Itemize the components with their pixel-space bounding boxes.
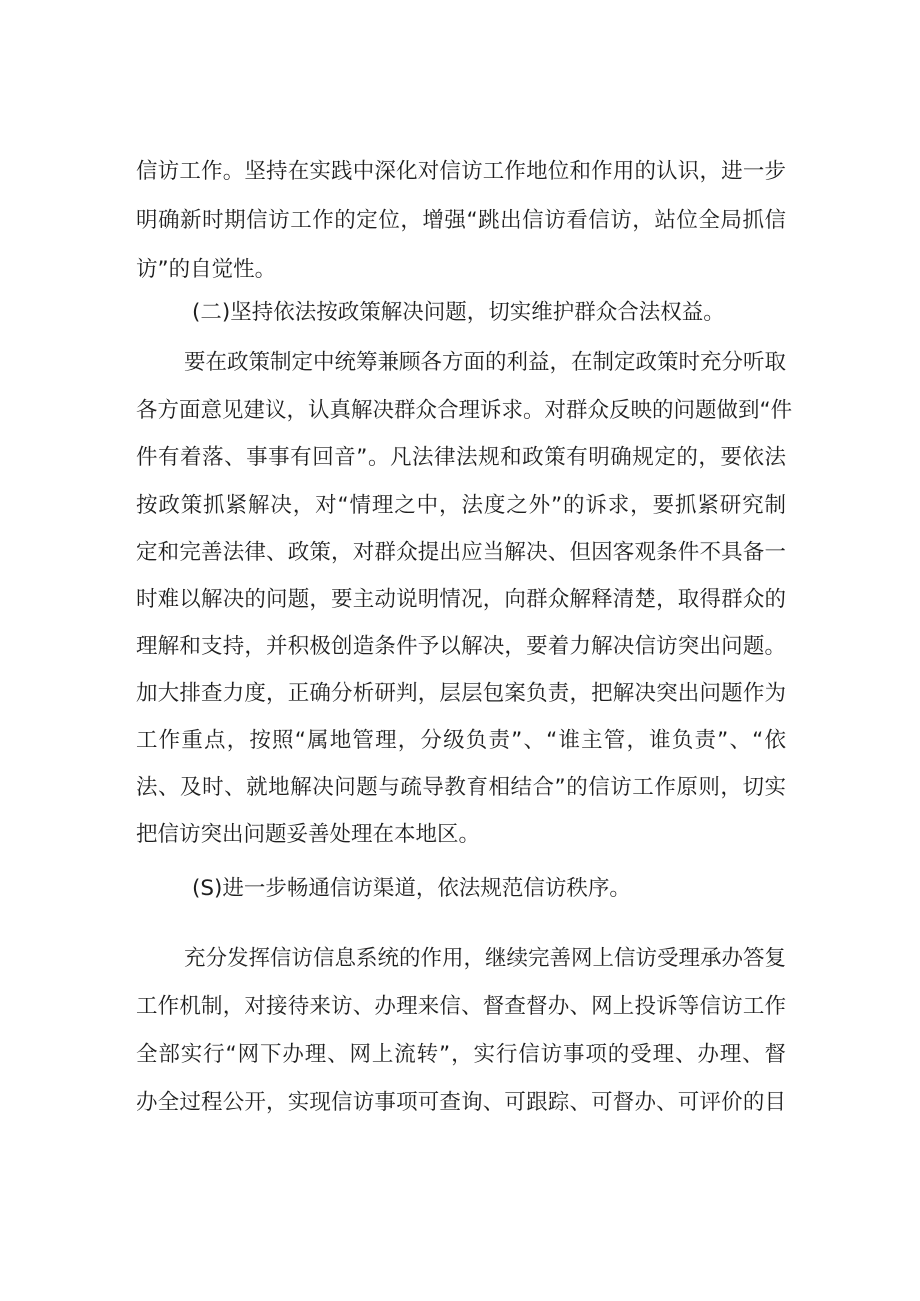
text-line: 法、及时、就地解决问题与疏导教育相结合”的信访工作原则，切实 — [136, 775, 786, 800]
text-line: 加大排查力度，正确分析研判，层层包案负责，把解决突出问题作为 — [136, 681, 786, 706]
text-line: 工作机制，对接待来访、办理来信、督查督办、网上投诉等信访工作 — [136, 994, 786, 1019]
text-line: 时难以解决的问题，要主动说明情况，向群众解释清楚，取得群众的 — [136, 587, 786, 612]
text-line: 按政策抓紧解决，对“情理之中，法度之外”的诉求，要抓紧研究制 — [136, 493, 786, 518]
text-line: 明确新时期信访工作的定位，增强“跳出信访看信访，站位全局抓信 — [136, 208, 786, 233]
text-line: 把信访突出问题妥善处理在本地区。 — [136, 822, 481, 847]
text-line: 全部实行“网下办理、网上流转”，实行信访事项的受理、办理、督 — [136, 1042, 786, 1067]
section-heading: (二)坚持依法按政策解决问题，切实维护群众合法权益。 — [192, 300, 725, 325]
text-line: 定和完善法律、政策，对群众提出应当解决、但因客观条件不具备一 — [136, 540, 786, 565]
section-heading: (S)进一步畅通信访渠道，依法规范信访秩序。 — [192, 876, 631, 901]
text-line: 充分发挥信访信息系统的作用，继续完善网上信访受理承办答复 — [184, 946, 787, 971]
text-line: 各方面意见建议，认真解决群众合理诉求。对群众反映的问题做到“件 — [136, 398, 793, 423]
text-line: 要在政策制定中统筹兼顾各方面的利益，在制定政策时充分听取 — [184, 350, 787, 375]
text-line: 信访工作。坚持在实践中深化对信访工作地位和作用的认识，进一步 — [136, 159, 786, 184]
text-line: 访”的自觉性。 — [136, 257, 277, 282]
text-line: 理解和支持，并积极创造条件予以解决，要着力解决信访突出问题。 — [136, 634, 786, 659]
text-line: 件有着落、事事有回音”。凡法律法规和政策有明确规定的，要依法 — [136, 445, 786, 470]
text-line: 办全过程公开，实现信访事项可查询、可跟踪、可督办、可评价的目 — [136, 1090, 786, 1115]
text-line: 工作重点，按照“属地管理，分级负责”、“谁主管，谁负责”、“依 — [136, 728, 786, 753]
